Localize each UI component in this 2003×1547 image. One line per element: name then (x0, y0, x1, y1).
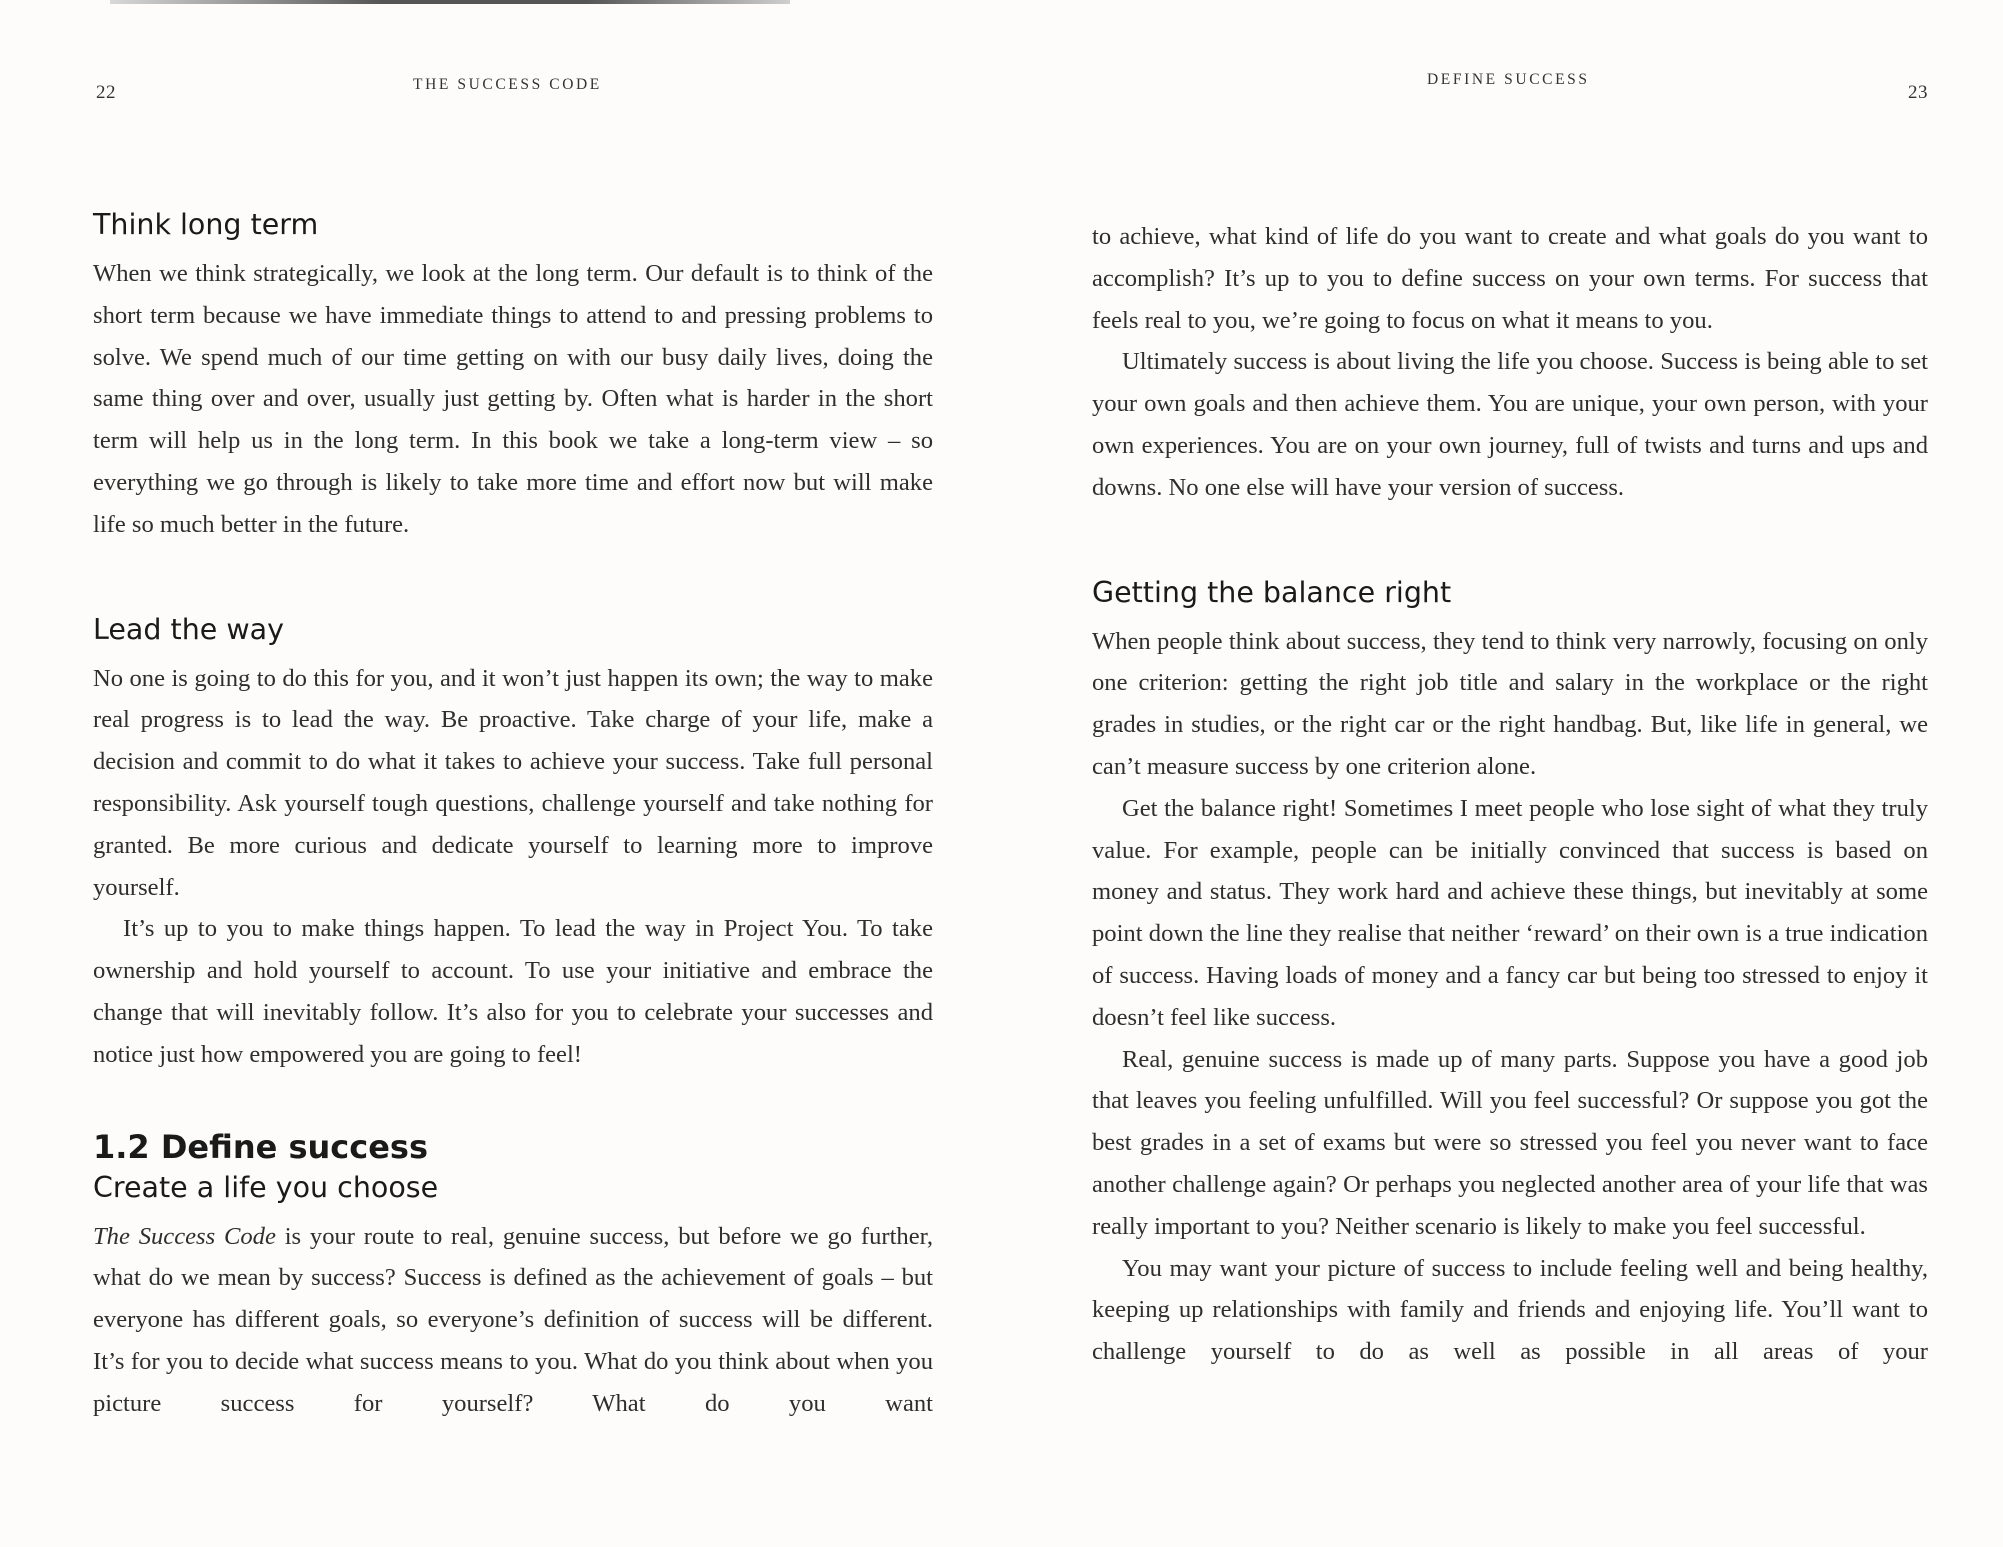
section-heading: Getting the balance right (1092, 575, 1452, 609)
chapter-heading: 1.2 Define success (93, 1127, 428, 1166)
left-page-content (93, 205, 933, 1425)
paragraph (93, 1216, 933, 1425)
section-heading: Think long term (93, 208, 319, 241)
running-head: THE SUCCESS CODE (413, 76, 602, 93)
book-title: The Success Code (93, 1222, 276, 1250)
paragraph: Get the balance right! Sometimes I meet people who lose sight of what they truly value. For example, people can be initially convinced that success is based on money and status. They work hard and achieve these things, but inevitably at some point down the line they realise that neither ‘reward’ on their own is a true indication of success. Having loads of money and a fancy car but being too stressed to enjoy it doesn’t feel like success. (1092, 794, 1928, 1031)
page-number: 23 (1908, 82, 1928, 103)
paragraph-text: is your route to real, genuine success, but before we go further, what do we mean by success? Success is defined as the achievement of goals – but everyone has different goals, so everyone’s definition of success will be different. It’s for you to decide what success means to you. What do you think about when you picture success for yourself? What do you want (93, 1222, 933, 1417)
paragraph: Ultimately success is about living the life you choose. Success is being able to set your own goals and then achieve them. You are unique, your own person, with your own experiences. You are on your own journey, full of twists and turns and ups and downs. No one else will have your version of success. (1092, 348, 1928, 501)
left-page (93, 0, 933, 1547)
paragraph: You may want your picture of success to include feeling well and being healthy, keeping up relationships with family and friends and enjoying life. You’ll want to challenge yourself to do as well as possible in all areas of your (1092, 1254, 1928, 1366)
paragraph: When we think strategically, we look at the long term. Our default is to think of the short term because we have immediate things to attend to and pressing problems to solve. We spend much of our time getting on with our busy daily lives, doing the same thing over and over, usually just getting by. Often what is harder in the short term will help us in the long term. In this book we take a long-term view – so everything we go through is likely to take more time and effort now but will make life so much better in the future. (93, 260, 933, 538)
right-page-content (1092, 216, 1928, 1373)
right-page (1092, 0, 1928, 1547)
paragraph: to achieve, what kind of life do you want to create and what goals do you want to accomplish? It’s up to you to define success on your own terms. For success that feels real to you, we’re going to focus on what it means to you. (1092, 223, 1928, 334)
page-number: 22 (96, 82, 116, 103)
running-head: DEFINE SUCCESS (1427, 71, 1590, 88)
paragraph: No one is going to do this for you, and it won’t just happen its own; the way to make real progress is to lead the way. Be proactive. Take charge of your life, make a decision and commit to do what it takes to achieve your success. Take full personal responsibility. Ask yourself tough questions, challenge yourself and take nothing for granted. Be more curious and dedicate yourself to learning more to improve yourself. (93, 664, 933, 901)
paragraph: It’s up to you to make things happen. To lead the way in Project You. To take ownership and hold yourself to account. To use your initiative and embrace the change that will inevitably follow. It’s also for you to celebrate your successes and notice just how empowered you are going to feel! (93, 915, 933, 1068)
paragraph: When people think about success, they tend to think very narrowly, focusing on only one criterion: getting the right job title and salary in the workplace or the right grades in studies, or the right car or the right handbag. But, like life in general, we can’t measure success by one criterion alone. (1092, 627, 1928, 780)
subheading: Create a life you choose (93, 1170, 439, 1204)
section-heading: Lead the way (93, 612, 284, 646)
paragraph: Real, genuine success is made up of many parts. Suppose you have a good job that leaves you feeling unfulfilled. Will you feel successful? Or suppose you got the best grades in a set of exams but were so stressed you feel you never want to face another challenge again? Or perhaps you neglected another area of your life that was really important to you? Neither scenario is likely to make you feel successful. (1092, 1045, 1928, 1240)
